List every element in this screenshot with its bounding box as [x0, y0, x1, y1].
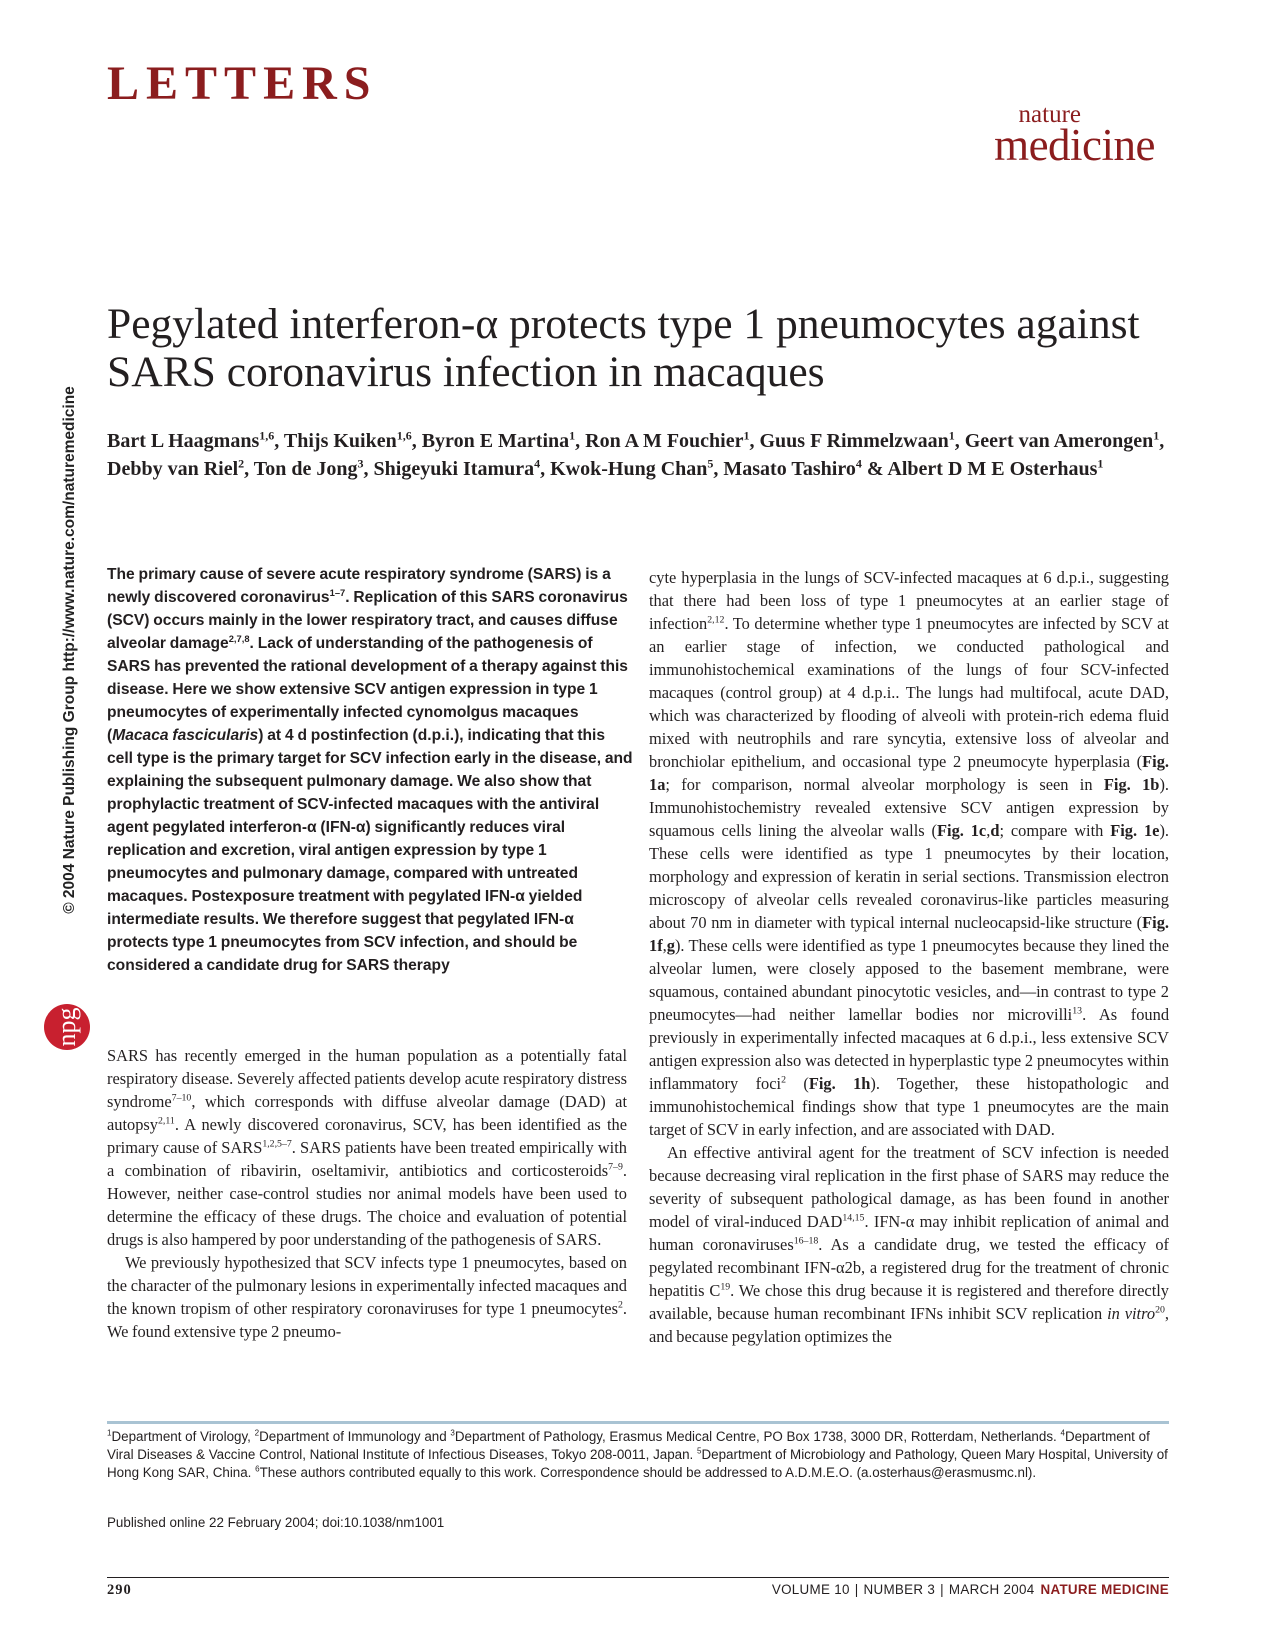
journal-name: NATURE MEDICINE — [1040, 1582, 1169, 1597]
author — [107, 455, 245, 480]
author — [585, 430, 749, 452]
author-affiliation-number: 1 — [948, 428, 955, 443]
author-affiliation-number: 4 — [534, 455, 541, 470]
author — [723, 455, 862, 480]
author-affiliation-number: 1 — [1097, 455, 1104, 470]
author-name: Kwok-Hung Chan — [550, 457, 708, 480]
article-title: Pegylated interferon-α protects type 1 pneumocytes against SARS coronavirus infection in macaques — [107, 300, 1140, 396]
author-name: Shigeyuki Itamura — [373, 457, 535, 480]
author-name: Ron A M Fouchier — [585, 430, 744, 452]
author-name: Geert van Amerongen — [964, 430, 1154, 452]
author — [253, 455, 364, 480]
author-affiliation-number: 1 — [743, 428, 750, 443]
footer-divider — [107, 1577, 1169, 1578]
body-paragraph: An effective antiviral agent for the treatment of SCV infection is needed because decreasing viral replication in the first phase of SARS may reduce the severity of subsequent pathological damage, as has been found in another model of viral-induced DAD$^{14,15}$. IFN-α may inhibit replication of animal and human coronaviruses$^{16-18}$. As a candidate drug, we tested the efficacy of pegylated recombinant IFN-α2b, a registered drug for the treatment of chronic hepatitis $C^{19}$. We chose this drug because it is registered and therefore directly available, because human recombinant IFNs inhibit SCV replication in vitro$^{20}$, and because pegylation optimizes the — [649, 1143, 1170, 1346]
abstract: The primary cause of severe acute respiratory syndrome (SARS) is a newly discovered coronavirus$^{1-7}$. Replication of this SARS coronavirus (SCV) occurs mainly in the lower respiratory tract, and causes diffuse alveolar damage$^{2,7,8}$. Lack of understanding of the pathogenesis of SARS has prevented the rational development of a therapy against this disease. Here we show extensive SCV antigen expression in type 1 pneumocytes of experimentally infected cynomolgus macaques (Macaca fascicularis) at 4 d postinfection (d.p.i.), indicating that this cell type is the primary target for SCV infection early in the disease, and explaining the subsequent pulmonary damage. We also show that prophylactic treatment of SCV-infected macaques with the antiviral agent pegylated interferon-α (IFN-α) significantly reduces viral replication and excretion, viral antigen expression by type 1 pneumocytes and pulmonary damage, compared with untreated macaques. Postexposure treatment with pegylated IFN-α yielded intermediate results. We therefore suggest that pegylated IFN-α protects type 1 pneumocytes from SCV infection, and should be considered a candidate drug for SARS therapy — [107, 566, 633, 974]
logo-nature-text: nature — [1018, 101, 1081, 128]
author-affiliation-number: 4 — [855, 455, 862, 470]
author — [550, 455, 714, 480]
author — [373, 455, 541, 480]
journal-logo — [994, 101, 1155, 170]
author-affiliation-number: 1,6 — [259, 428, 275, 443]
affiliations: $^1$Department of Virology, $^2$Department of Immunology and $^3$Department of Pathology, Erasmus Medical Centre, PO Box 1738, 3000 DR, Rotterdam, Netherlands. $^4$Department of Viral Diseases & Vaccine Control, National Institute of Infectious Diseases, Tokyo 208-0011, Japan. $^5$Department of Microbiology and Pathology, Queen Mary Hospital, University of Hong Kong SAR, China. $^6$These authors contributed equally to this work. Correspondence should be addressed to A.D.M.E.O. (a.osterhaus@erasmusmc.nl). — [107, 1428, 1168, 1480]
author-affiliation-number: 5 — [707, 455, 714, 470]
logo-medicine-text: medicine — [994, 120, 1155, 170]
author — [284, 430, 412, 452]
author-affiliation-number: 3 — [357, 455, 364, 470]
separator: | — [854, 1582, 859, 1597]
section-label: LETTERS — [107, 57, 378, 110]
author-name: Guus F Rimmelzwaan — [759, 430, 949, 452]
author — [107, 430, 274, 452]
body-column-left — [107, 1044, 627, 1343]
issue-date: MARCH 2004 — [948, 1582, 1035, 1597]
published-line: Published online 22 February 2004; doi:10.1038/nm1001 — [107, 1515, 445, 1530]
author-affiliation-number: 1 — [569, 428, 576, 443]
author-name: Ton de Jong — [253, 457, 358, 480]
author — [965, 430, 1160, 452]
author-affiliation-number: 2 — [238, 455, 245, 470]
issue-number: NUMBER 3 — [863, 1582, 936, 1597]
author-affiliation-number: 1,6 — [396, 428, 412, 443]
separator: | — [940, 1582, 944, 1597]
author — [759, 430, 954, 452]
author — [422, 430, 575, 452]
body-paragraph: SARS has recently emerged in the human population as a potentially fatal respiratory disease. Severely affected patients develop acute respiratory distress syndrome$^{7-10}$, which corresponds with diffuse alveolar damage (DAD) at autopsy$^{2,11}$. A newly discovered coronavirus, SCV, has been identified as the primary cause of SARS$^{1,2,5-7}$. SARS patients have been treated empirically with a combination of ribavirin, oseltamivir, antibiotics and corticosteroids$^{7-9}$. However, neither case-control studies nor animal models have been used to determine the efficacy of these drugs. The choice and evaluation of potential drugs is also hampered by poor understanding of the pathogenesis of SARS. — [107, 1046, 627, 1249]
footnote-divider — [107, 1421, 1169, 1424]
author-name: Thijs Kuiken — [283, 430, 397, 452]
body-paragraph: cyte hyperplasia in the lungs of SCV-infected macaques at 6 d.p.i., suggesting that there had been loss of type 1 pneumocytes at an earlier stage of infection$^{2,12}$. To determine whether type 1 pneumocytes are infected by SCV at an earlier stage of infection, we conducted pathological and immunohistochemical examinations of the lungs of four SCV-infected macaques (control group) at 4 d.p.i.. The lungs had multifocal, acute DAD, which was characterized by flooding of alveoli with protein-rich edema fluid mixed with neutrophils and rare syncytia, extensive loss of alveolar and bronchiolar epithelium, and occasional type 2 pneumocyte hyperplasia (Fig. 1a; for comparison, normal alveolar morphology is seen in Fig. 1b). Immunohistochemistry revealed extensive SCV antigen expression by squamous cells lining the alveolar walls (Fig. 1c,d; compare with Fig. 1e). These cells were identified as type 1 pneumocytes by their location, morphology and expression of keratin in serial sections. Transmission electron microscopy of alveolar cells revealed coronavirus-like particles measuring about 70 nm in diameter with typical internal nucleocapsid-like structure (Fig. 1f,g). These cells were identified as type 1 pneumocytes because they lined the alveolar lumen, were closely apposed to the basement membrane, were squamous, contained abundant pinocytotic vesicles, and—in contrast to type 2 pneumocytes—had neither lamellar bodies nor microvilli$^{13}$. As found previously in experimentally infected macaques at 6 d.p.i., less extensive SCV antigen expression also was detected in hyperplastic type 2 pneumocytes within inflammatory foci$^2$ (Fig. 1h). Together, these histopathologic and immunohistochemical findings show that type 1 pneumocytes are the main target of SCV in early infection, and are associated with DAD. — [649, 568, 1170, 1139]
volume: VOLUME 10 — [771, 1582, 850, 1597]
page-number: 290 — [107, 1582, 132, 1598]
issue-info — [772, 1582, 1169, 1597]
body-column-right — [649, 566, 1169, 1348]
npg-logo-icon — [44, 1004, 90, 1050]
author-list: Bart L Haagmans$^{1,6}$, Thijs Kuiken$^{1,6}$, Byron E Martina$^1$, Ron A M Fouchier$^1$, Guus F Rimmelzwaan$^1$, Geert van Amerongen$^1$, Debby van Riel$^2$, Ton de Jong$^3$, Shigeyuki Itamura$^4$, Kwok-Hung Chan$^5$, Masato Tashiro$^4$ & Albert D M E Osterhaus$^1$ — [107, 428, 1165, 480]
author-name: Debby van Riel — [107, 457, 239, 480]
body-paragraph: We previously hypothesized that SCV infects type 1 pneumocytes, based on the character of the pulmonary lesions in experimentally infected macaques and the known tropism of other respiratory coronaviruses for type 1 pneumocytes$^2$. We found extensive type 2 pneumo- — [107, 1253, 627, 1341]
author-name: Albert D M E Osterhaus — [887, 457, 1098, 480]
copyright-text: © 2004 Nature Publishing Group http://www.nature.com/naturemedicine — [61, 386, 78, 914]
author-name: Bart L Haagmans — [107, 430, 260, 452]
author-name: Masato Tashiro — [723, 457, 856, 480]
npg-logo-text: npg — [52, 1007, 81, 1047]
author — [887, 455, 1104, 480]
author-name: Byron E Martina — [421, 430, 570, 452]
author-affiliation-number: 1 — [1153, 428, 1160, 443]
